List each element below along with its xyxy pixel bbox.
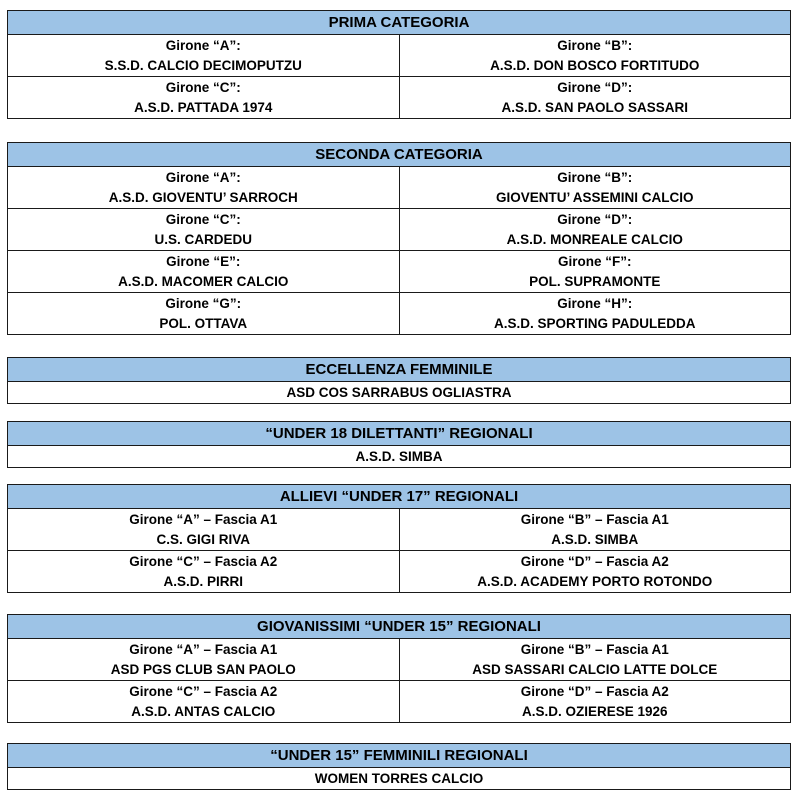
- girone-cell: [8, 209, 400, 251]
- team-name: A.S.D. ACADEMY PORTO ROTONDO: [477, 573, 713, 589]
- girone-label: Girone “A” – Fascia A1: [129, 511, 278, 527]
- girone-label: Girone “F”:: [558, 253, 632, 269]
- girone-cell: [399, 77, 791, 119]
- girone-cell: [8, 551, 400, 593]
- girone-label: Girone “D”:: [557, 79, 633, 95]
- girone-cell: [8, 251, 400, 293]
- girone-label: Girone “C”:: [165, 79, 241, 95]
- team-name: POL. OTTAVA: [159, 315, 248, 331]
- girone-cell: [399, 293, 791, 335]
- team-name: A.S.D. DON BOSCO FORTITUDO: [490, 57, 700, 73]
- section-title: SECONDA CATEGORIA: [8, 143, 791, 167]
- team-name: A.S.D. MACOMER CALCIO: [118, 273, 289, 289]
- team-name: WOMEN TORRES CALCIO: [8, 768, 791, 790]
- girone-cell: [399, 639, 791, 681]
- section-eccellenza-femminile: [7, 357, 791, 404]
- team-name: A.S.D. SIMBA: [551, 531, 639, 547]
- girone-label: Girone “B”:: [557, 169, 633, 185]
- team-name: A.S.D. SAN PAOLO SASSARI: [501, 99, 689, 115]
- girone-label: Girone “B” – Fascia A1: [520, 511, 669, 527]
- girone-cell: [399, 35, 791, 77]
- section-title: GIOVANISSIMI “UNDER 15” REGIONALI: [8, 615, 791, 639]
- girone-label: Girone “C”:: [165, 211, 241, 227]
- section-title: “UNDER 18 DILETTANTI” REGIONALI: [8, 422, 791, 446]
- team-name: ASD PGS CLUB SAN PAOLO: [110, 661, 296, 677]
- girone-cell: [399, 167, 791, 209]
- section-title: “UNDER 15” FEMMINILI REGIONALI: [8, 744, 791, 768]
- girone-cell: [399, 251, 791, 293]
- girone-label: Girone “B” – Fascia A1: [520, 641, 669, 657]
- girone-cell: [8, 35, 400, 77]
- girone-label: Girone “D” – Fascia A2: [520, 683, 669, 699]
- girone-label: Girone “H”:: [557, 295, 633, 311]
- team-name: ASD SASSARI CALCIO LATTE DOLCE: [472, 661, 718, 677]
- team-name: ASD COS SARRABUS OGLIASTRA: [8, 382, 791, 404]
- team-name: A.S.D. SIMBA: [8, 446, 791, 468]
- section-allievi-under-17: [7, 484, 791, 593]
- section-title: ECCELLENZA FEMMINILE: [8, 358, 791, 382]
- girone-label: Girone “A”:: [165, 169, 241, 185]
- section-seconda-categoria: [7, 142, 791, 335]
- girone-label: Girone “A” – Fascia A1: [129, 641, 278, 657]
- team-name: A.S.D. GIOVENTU’ SARROCH: [108, 189, 298, 205]
- girone-label: Girone “A”:: [165, 37, 241, 53]
- girone-cell: [399, 681, 791, 723]
- section-under-18-dilettanti: [7, 421, 791, 468]
- team-name: A.S.D. MONREALE CALCIO: [506, 231, 683, 247]
- girone-cell: [399, 209, 791, 251]
- team-name: POL. SUPRAMONTE: [529, 273, 661, 289]
- girone-label: Girone “D” – Fascia A2: [520, 553, 669, 569]
- team-name: A.S.D. SPORTING PADULEDDA: [493, 315, 696, 331]
- girone-label: Girone “C” – Fascia A2: [129, 553, 278, 569]
- girone-cell: [399, 551, 791, 593]
- girone-label: Girone “C” – Fascia A2: [129, 683, 278, 699]
- section-title: PRIMA CATEGORIA: [8, 11, 791, 35]
- team-name: A.S.D. PATTADA 1974: [134, 99, 273, 115]
- girone-cell: [8, 509, 400, 551]
- girone-cell: [8, 639, 400, 681]
- team-name: C.S. GIGI RIVA: [156, 531, 250, 547]
- team-name: A.S.D. ANTAS CALCIO: [131, 703, 276, 719]
- girone-label: Girone “D”:: [557, 211, 633, 227]
- team-name: A.S.D. PIRRI: [163, 573, 243, 589]
- girone-cell: [8, 681, 400, 723]
- section-prima-categoria: [7, 10, 791, 119]
- girone-cell: [8, 167, 400, 209]
- girone-cell: [399, 509, 791, 551]
- girone-label: Girone “B”:: [557, 37, 633, 53]
- team-name: GIOVENTU’ ASSEMINI CALCIO: [495, 189, 694, 205]
- girone-label: Girone “E”:: [166, 253, 241, 269]
- girone-cell: [8, 293, 400, 335]
- girone-cell: [8, 77, 400, 119]
- section-giovanissimi-under-15: [7, 614, 791, 723]
- team-name: U.S. CARDEDU: [154, 231, 252, 247]
- girone-label: Girone “G”:: [165, 295, 242, 311]
- section-under-15-femminili: [7, 743, 791, 790]
- team-name: S.S.D. CALCIO DECIMOPUTZU: [104, 57, 302, 73]
- section-title: ALLIEVI “UNDER 17” REGIONALI: [8, 485, 791, 509]
- team-name: A.S.D. OZIERESE 1926: [521, 703, 668, 719]
